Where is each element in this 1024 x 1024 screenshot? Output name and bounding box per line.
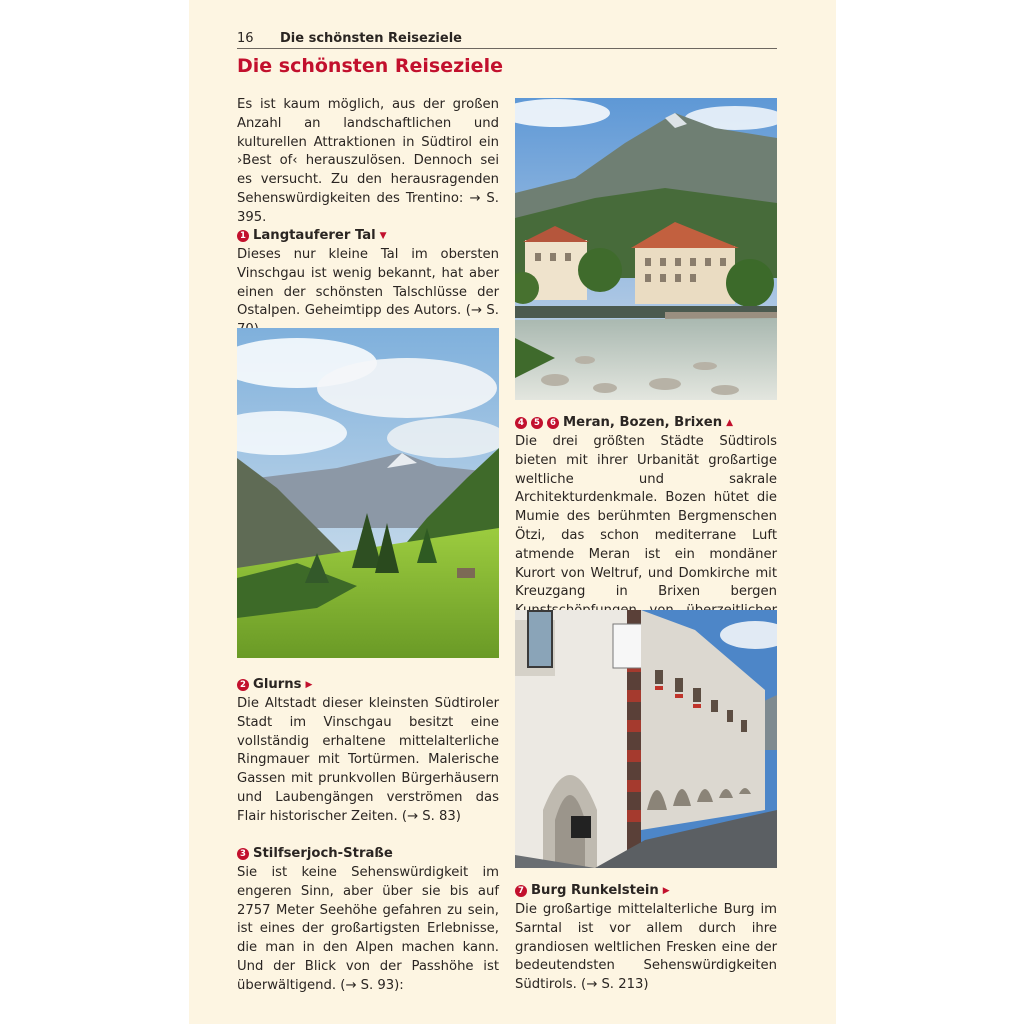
number-badge: 4 xyxy=(515,417,527,429)
running-header xyxy=(237,30,777,49)
glurns-street-photo xyxy=(515,610,777,868)
number-badge: 5 xyxy=(531,417,543,429)
entry-title: Glurns xyxy=(253,677,302,692)
entry-heading-3 xyxy=(237,845,393,864)
entry-title: Stilfserjoch-Straße xyxy=(253,846,393,861)
entry-title: Meran, Bozen, Brixen xyxy=(563,415,723,430)
number-badge: 7 xyxy=(515,885,527,897)
direction-marker-icon: ▶ xyxy=(305,680,313,691)
entry-text-7: Die großartige mittelalterliche Burg im Sarntal ist vor allem durch ihre grandiosen weltlichen Fresken eine der bedeutendsten Sehenswürdigkeiten Südtirols. (→ S. 213) xyxy=(515,902,777,993)
entry-heading-7 xyxy=(515,882,670,901)
valley-landscape-photo xyxy=(237,328,499,658)
entry-text-3: Sie ist keine Sehenswürdigkeit im engeren Sinn, aber über sie bis auf 2757 Meter Seehöhe gefahren zu sein, ist eines der großartigsten Erlebnisse, die man in den Alpen machen kann. Und der Blick von der Passhöhe ist überwältigend. (→ S. 93): xyxy=(237,865,499,993)
number-badge: 1 xyxy=(237,230,249,242)
direction-marker-icon: ▲ xyxy=(726,418,734,429)
entry-heading-2 xyxy=(237,676,312,695)
intro-paragraph: Es ist kaum möglich, aus der großen Anzahl an landschaftlichen und kulturellen Attraktionen in Südtirol ein ›Best of‹ herauszulösen. Dennoch sei es versucht. Zu den herausragenden Sehenswürdigkeiten des Trentino: → S. 395. xyxy=(237,97,499,225)
running-title: Die schönsten Reiseziele xyxy=(280,31,462,46)
number-badge: 3 xyxy=(237,848,249,860)
entry-heading-4-5-6 xyxy=(515,414,733,433)
direction-marker-icon: ▼ xyxy=(379,231,387,242)
page-title: Die schönsten Reiseziele xyxy=(237,55,503,77)
number-badge: 2 xyxy=(237,679,249,691)
entry-text-2: Die Altstadt dieser kleinsten Südtiroler Stadt im Vinschgau besitzt eine vollständig erhaltene mittelalterliche Ringmauer mit Tortürmen. Malerische Gassen mit prunkvollen Bürgerhäusern und Laubengängen verströmen das Flair historischer Zeiten. (→ S. 83) xyxy=(237,696,499,824)
direction-marker-icon: ▶ xyxy=(662,886,670,897)
meran-town-photo xyxy=(515,98,777,400)
entry-text-1: Dieses nur kleine Tal im obersten Vinschgau ist wenig bekannt, hat aber einen der schönsten Talschlüsse der Ostalpen. Geheimtipp des Autors. (→ S. xyxy=(237,247,499,319)
entry-text-4-5-6: Die drei größten Städte Südtirols bieten mit ihrer Urbanität großartige weltliche und sakrale Architekturdenkmale. Bozen hütet die Mumie des berühmten Bergmenschen Ötzi, das schon mediterrane Luft atmende Meran ist ein mondäner Kurort von Weltruf, und Domkirche mit Kreuzgang in Brixen bergen xyxy=(515,434,777,600)
entry-title: Burg Runkelstein xyxy=(531,883,659,898)
entry-heading-1 xyxy=(237,227,387,246)
page-number: 16 xyxy=(237,31,254,46)
entry-title: Langtauferer Tal xyxy=(253,228,376,243)
number-badge: 6 xyxy=(547,417,559,429)
